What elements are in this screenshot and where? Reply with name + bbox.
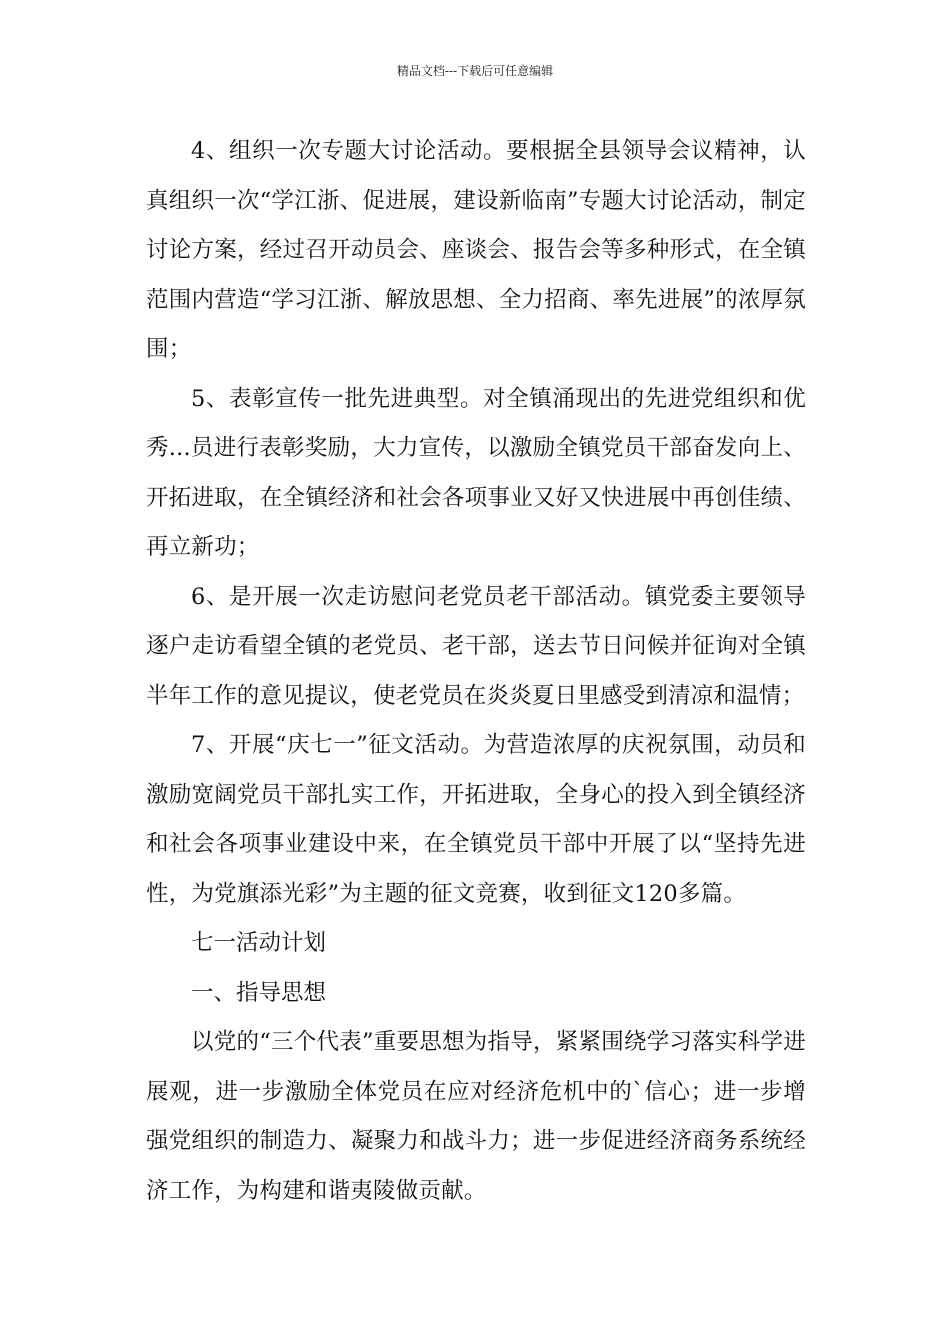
paragraph-item-5: 5、表彰宣传一批先进典型。对全镇涌现出的先进党组织和优秀...员进行表彰奖励，大力宣传，以激励全镇党员干部奋发向上、开拓进取，在全镇经济和社会各项事业又好又快进展中再创佳绩、再立新功； [146, 385, 806, 560]
plan-title: 七一活动计划 [191, 930, 327, 956]
section-heading: 一、指导思想 [191, 979, 327, 1006]
page-header: 精品文档---下载后可任意编辑 [396, 64, 554, 78]
paragraph-item-4: 4、组织一次专题大讨论活动。要根据全县领导会议精神，认真组织一次“学江浙、促进展，建设新临南”专题大讨论活动，制定讨论方案，经过召开动员会、座谈会、报告会等多种形式，在全镇范围内营造“学习江浙、解放思想、全力招商、率先进展”的浓厚氛围； [146, 138, 806, 362]
guiding-thought-paragraph: 以党的“三个代表”重要思想为指导，紧紧围绕学习落实科学进展观，进一步激励全体党员在应对经济危机中的`信心；进一步增强党组织的制造力、凝聚力和战斗力；进一步促进经济商务系统经济工作，为构建和谐夷陵做贡献。 [146, 1029, 806, 1204]
document-body [146, 127, 806, 1216]
paragraph-item-7: 7、开展“庆七一”征文活动。为营造浓厚的庆祝氛围，动员和激励宽阔党员干部扎实工作，开拓进取，全身心的投入到全镇经济和社会各项事业建设中来，在全镇党员干部中开展了以“坚持先进性，为党旗添光彩”为主题的征文竞赛，收到征文120多篇。 [146, 732, 806, 907]
paragraph-item-6: 6、是开展一次走访慰问老党员老干部活动。镇党委主要领导逐户走访看望全镇的老党员、老干部，送去节日问候并征询对全镇半年工作的意见提议，使老党员在炎炎夏日里感受到清凉和温情； [146, 583, 806, 709]
